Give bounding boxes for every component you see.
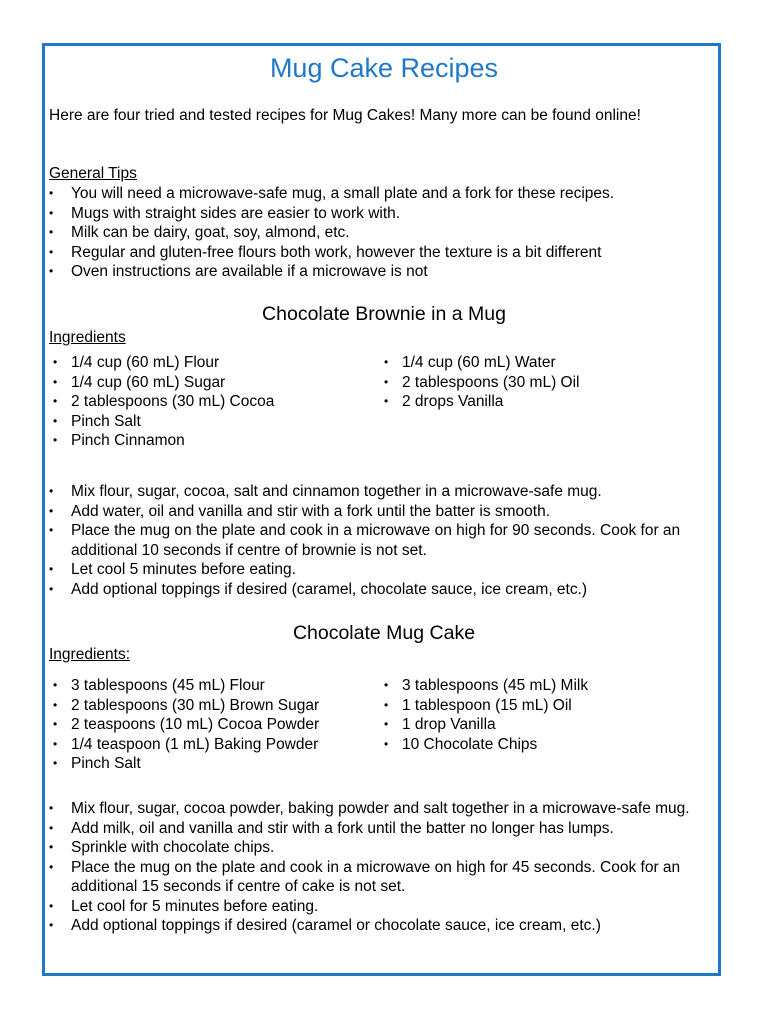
ingredient-item: • Pinch Cinnamon (49, 431, 359, 451)
recipe-title-brownie: Chocolate Brownie in a Mug (262, 303, 506, 325)
recipe-title-mug-cake: Chocolate Mug Cake (292, 622, 476, 644)
step-item: • Add milk, oil and vanilla and stir with a fork until the batter no longer has lumps. (49, 819, 713, 839)
list-item: • Regular and gluten-free flours both work, however the texture is a bit different (49, 243, 713, 263)
ingredient-item: • 2 drops Vanilla (380, 392, 690, 412)
ingredient-item: • 2 tablespoons (30 mL) Oil (380, 373, 690, 393)
step-item: • Place the mug on the plate and cook in a microwave on high for 90 seconds. Cook for an additional 10 seconds if centre of brownie is not set. (49, 521, 713, 560)
page-title: Mug Cake Recipes (269, 53, 499, 83)
step-item: • Add water, oil and vanilla and stir with a fork until the batter is smooth. (49, 502, 713, 522)
steps-list (49, 482, 713, 599)
step-item: • Let cool for 5 minutes before eating. (49, 897, 713, 917)
list-item: • Mugs with straight sides are easier to work with. (49, 204, 713, 224)
ingredients-list-right (380, 353, 690, 412)
ingredient-item: • 2 tablespoons (30 mL) Brown Sugar (49, 696, 359, 716)
step-item: • Place the mug on the plate and cook in a microwave on high for 45 seconds. Cook for an additional 15 seconds if centre of cake is not set. (49, 858, 713, 897)
ingredient-item: • 2 tablespoons (30 mL) Cocoa (49, 392, 359, 412)
ingredients-list-left (49, 676, 359, 774)
ingredient-item: • 1/4 cup (60 mL) Water (380, 353, 690, 373)
ingredients-list-right (380, 676, 690, 754)
ingredient-item: • Pinch Salt (49, 412, 359, 432)
list-item: • You will need a microwave-safe mug, a small plate and a fork for these recipes. (49, 184, 713, 204)
list-item: • Milk can be dairy, goat, soy, almond, etc. (49, 223, 713, 243)
ingredient-item: • 1 drop Vanilla (380, 715, 690, 735)
ingredient-item: • 1/4 teaspoon (1 mL) Baking Powder (49, 735, 359, 755)
step-item: • Mix flour, sugar, cocoa powder, baking powder and salt together in a microwave-safe mug. (49, 799, 713, 819)
intro-paragraph: Here are four tried and tested recipes for Mug Cakes! Many more can be found online! (49, 107, 641, 124)
general-tips-heading: General Tips (49, 165, 137, 182)
ingredient-item: • 2 teaspoons (10 mL) Cocoa Powder (49, 715, 359, 735)
step-item: • Mix flour, sugar, cocoa, salt and cinnamon together in a microwave-safe mug. (49, 482, 713, 502)
step-item: • Add optional toppings if desired (caramel or chocolate sauce, ice cream, etc.) (49, 916, 713, 936)
ingredient-item: • 3 tablespoons (45 mL) Milk (380, 676, 690, 696)
ingredients-list-left (49, 353, 359, 451)
ingredient-item: • Pinch Salt (49, 754, 359, 774)
step-item: • Sprinkle with chocolate chips. (49, 838, 713, 858)
ingredient-item: • 1/4 cup (60 mL) Sugar (49, 373, 359, 393)
ingredient-item: • 1/4 cup (60 mL) Flour (49, 353, 359, 373)
general-tips-list (49, 184, 713, 282)
ingredients-heading: Ingredients (49, 329, 126, 346)
ingredients-heading: Ingredients: (49, 646, 130, 663)
ingredient-item: • 1 tablespoon (15 mL) Oil (380, 696, 690, 716)
list-item: • Oven instructions are available if a microwave is not (49, 262, 713, 282)
step-item: • Let cool 5 minutes before eating. (49, 560, 713, 580)
ingredient-item: • 10 Chocolate Chips (380, 735, 690, 755)
step-item: • Add optional toppings if desired (caramel, chocolate sauce, ice cream, etc.) (49, 580, 713, 600)
ingredient-item: • 3 tablespoons (45 mL) Flour (49, 676, 359, 696)
steps-list (49, 799, 713, 936)
